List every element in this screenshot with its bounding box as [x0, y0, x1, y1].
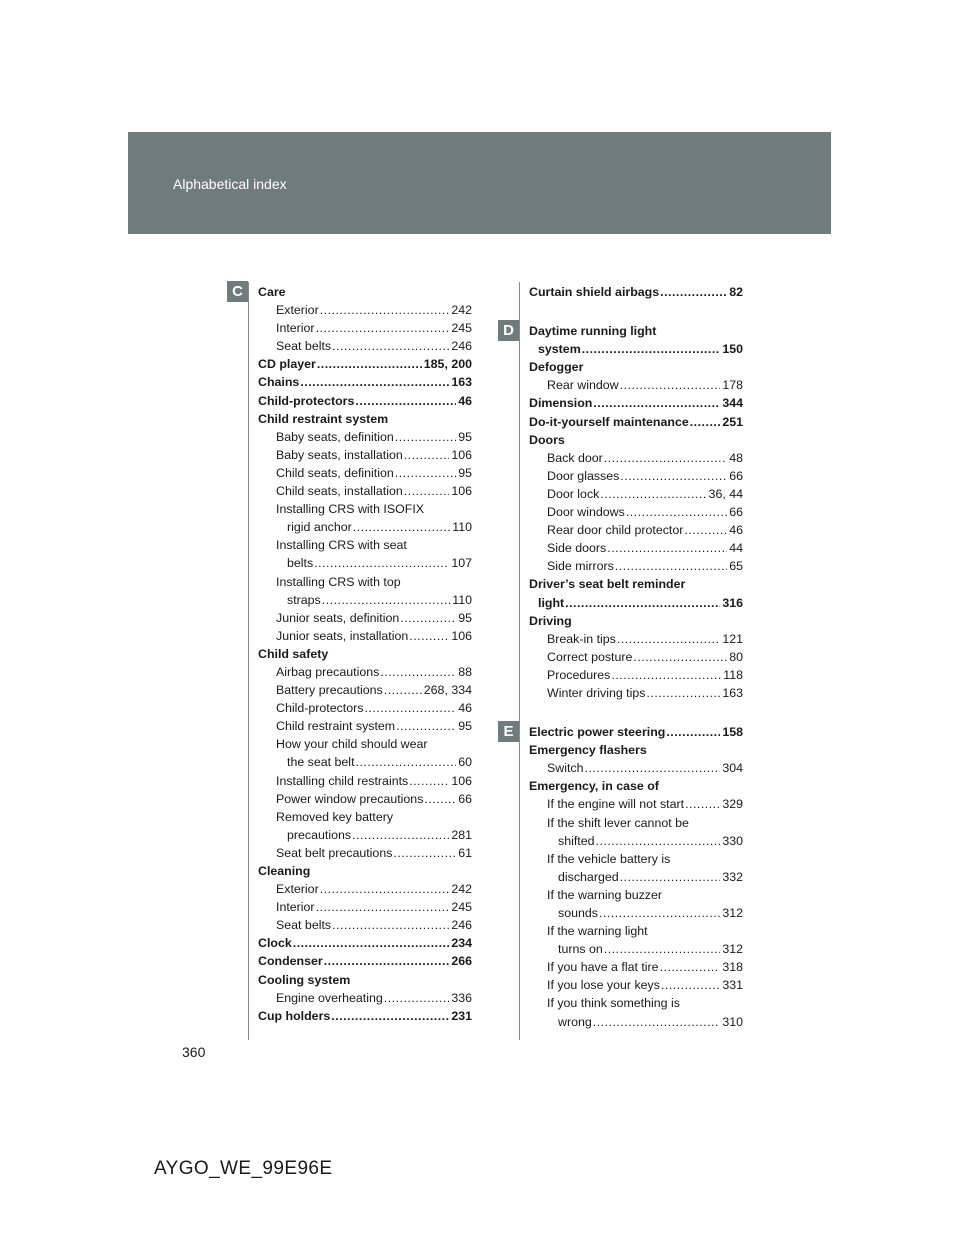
index-entry-page: 46	[458, 393, 472, 408]
index-entry-page: 95	[458, 465, 472, 480]
index-entry	[258, 428, 472, 446]
index-entry-label: Winter driving tips	[547, 685, 646, 700]
index-entry-page: 95	[458, 610, 472, 625]
index-entry-label: wrong	[558, 1014, 592, 1029]
index-entry	[529, 431, 743, 449]
index-entry	[529, 521, 743, 539]
dot-leader	[332, 916, 449, 934]
index-entry-label: belts	[287, 556, 314, 571]
index-entry-page: 163	[722, 685, 743, 700]
dot-leader	[384, 989, 450, 1007]
index-entry	[258, 464, 472, 482]
index-entry-page: 66	[458, 791, 472, 806]
index-entry	[258, 880, 472, 898]
dot-leader	[620, 868, 721, 886]
index-entry-label: light	[538, 595, 565, 610]
index-entry-label: Switch	[547, 761, 584, 776]
index-entry-page: 121	[722, 631, 743, 646]
index-entry-label: Child-protectors	[258, 393, 355, 408]
index-entry-page: 281	[451, 827, 472, 842]
index-column-right	[529, 283, 743, 1031]
index-entry-page: 245	[451, 900, 472, 915]
index-entry-page: 107	[451, 556, 472, 571]
group-gap	[529, 702, 743, 723]
index-group-c-continued	[529, 283, 743, 301]
index-entry	[258, 283, 472, 301]
index-entry-label: sounds	[558, 906, 598, 920]
index-entry-label: Installing CRS with seat	[276, 538, 407, 553]
index-entry-page: 178	[722, 378, 743, 393]
index-entry	[529, 958, 743, 976]
index-entry-label: Cleaning	[258, 864, 311, 878]
index-entry	[529, 376, 743, 394]
index-column-left	[258, 283, 472, 1025]
index-entry	[258, 989, 472, 1007]
dot-leader	[404, 446, 450, 464]
index-entry-page: 46	[729, 523, 743, 538]
dot-leader	[565, 594, 720, 612]
index-entry-label: Child restraint system	[258, 411, 389, 426]
index-entry-page: 106	[451, 628, 472, 643]
index-entry-page: 60	[458, 755, 472, 770]
index-entry	[529, 684, 743, 702]
index-entry	[258, 717, 472, 735]
index-entry	[258, 934, 472, 952]
index-entry	[529, 539, 743, 557]
index-entry-label: If you think something is	[547, 996, 680, 1011]
dot-leader	[331, 1007, 449, 1025]
index-entry-page: 266	[451, 954, 472, 969]
dot-leader	[364, 699, 456, 717]
dot-leader	[661, 976, 720, 994]
index-entry-page: 246	[451, 339, 472, 354]
index-entry-label: Junior seats, definition	[276, 610, 400, 625]
index-entry-page: 312	[722, 942, 743, 957]
index-entry-label: Baby seats, installation	[276, 447, 403, 462]
index-entry	[258, 772, 472, 790]
dot-leader	[316, 898, 450, 916]
index-entry-page: 48	[729, 450, 743, 465]
index-entry-label: Child seats, installation	[276, 484, 403, 499]
index-entry-label: Interior	[276, 900, 315, 915]
index-entry-label: How your child should wear	[276, 737, 428, 752]
index-entry-label: Child seats, definition	[276, 465, 394, 480]
dot-leader	[585, 759, 721, 777]
dot-leader	[593, 1013, 721, 1031]
index-entry-page: 246	[451, 918, 472, 933]
index-entry-label: Defogger	[529, 360, 584, 375]
index-entry-label: If the warning buzzer	[547, 887, 663, 902]
index-entry	[258, 844, 472, 862]
index-entry	[258, 645, 472, 663]
index-entry	[258, 898, 472, 916]
index-entry-page: 158	[722, 725, 743, 740]
dot-leader	[324, 952, 450, 970]
index-entry	[529, 322, 743, 340]
group-gap	[529, 301, 743, 322]
index-entry-label: Seat belts	[276, 918, 332, 933]
dot-leader	[322, 591, 450, 609]
index-entry	[258, 790, 472, 808]
index-entry-page: 242	[451, 882, 472, 897]
index-entry	[529, 940, 743, 958]
index-entry-label: Condenser	[258, 954, 323, 969]
index-entry	[258, 482, 472, 500]
index-entry-label: Exterior	[276, 303, 319, 318]
index-entry	[258, 1007, 472, 1025]
dot-leader	[395, 464, 456, 482]
index-entry-page: 304	[722, 761, 743, 776]
index-entry	[529, 340, 743, 358]
right-column-rule	[519, 282, 520, 1040]
index-entry-label: Installing child restraints	[276, 773, 409, 788]
dot-leader	[424, 790, 456, 808]
index-entry	[529, 759, 743, 777]
index-entry	[529, 283, 743, 301]
index-entry	[258, 500, 472, 518]
index-entry-label: precautions	[287, 827, 352, 842]
dot-leader	[380, 663, 456, 681]
index-entry	[529, 976, 743, 994]
index-entry	[258, 410, 472, 428]
index-entry-label: Electric power steering	[529, 725, 666, 740]
index-entry-label: Removed key battery	[276, 809, 394, 824]
index-entry-label: Seat belt precautions	[276, 845, 393, 860]
index-entry	[529, 575, 743, 593]
index-entry-label: system	[538, 342, 581, 357]
dot-leader	[293, 934, 450, 952]
index-entry-label: If the vehicle battery is	[547, 851, 671, 866]
index-entry	[529, 594, 743, 612]
index-entry-label: Clock	[258, 936, 292, 951]
dot-leader	[395, 428, 456, 446]
index-entry-label: Door lock	[547, 486, 600, 501]
index-entry-label: Junior seats, installation	[276, 628, 409, 643]
index-entry-page: 66	[729, 468, 743, 483]
index-entry-page: 110	[452, 520, 472, 535]
index-entry-label: CD player	[258, 357, 316, 372]
dot-leader	[316, 319, 450, 337]
index-entry-label: the seat belt	[287, 755, 355, 770]
index-entry	[258, 554, 472, 572]
index-entry-label: Baby seats, definition	[276, 429, 394, 444]
index-entry-label: If the warning light	[547, 924, 648, 939]
dot-leader	[620, 467, 727, 485]
index-entry-page: 46	[458, 701, 472, 716]
dot-leader	[607, 539, 727, 557]
index-entry-label: discharged	[558, 869, 619, 884]
index-entry	[258, 573, 472, 591]
index-entry	[258, 699, 472, 717]
index-entry-page: 61	[458, 845, 472, 860]
dot-leader	[582, 340, 721, 358]
index-entry-label: If the engine will not start	[547, 797, 685, 812]
dot-leader	[617, 630, 720, 648]
index-entry	[258, 446, 472, 464]
index-entry	[258, 681, 472, 699]
index-entry-page: 316	[722, 595, 743, 610]
index-entry	[258, 319, 472, 337]
index-entry-label: shifted	[558, 833, 595, 848]
index-entry-label: If you lose your keys	[547, 978, 660, 993]
index-entry-label: Emergency, in case of	[529, 779, 659, 794]
dot-leader	[611, 666, 721, 684]
dot-leader	[353, 518, 450, 536]
index-entry-label: Battery precautions	[276, 683, 383, 698]
index-entry	[258, 971, 472, 989]
index-entry-label: straps	[287, 592, 321, 607]
index-entry-label: turns on	[558, 942, 603, 957]
dot-leader	[404, 482, 450, 500]
index-entry	[529, 358, 743, 376]
index-entry-label: Do-it-yourself maintenance	[529, 414, 689, 429]
index-entry-label: Exterior	[276, 882, 319, 897]
index-entry-label: Cooling system	[258, 972, 351, 987]
index-entry-page: 331	[722, 978, 743, 993]
index-entry	[529, 666, 743, 684]
index-entry-label: Interior	[276, 321, 315, 336]
index-entry-label: Driving	[529, 613, 572, 628]
index-entry	[529, 557, 743, 575]
index-entry	[258, 735, 472, 753]
index-entry	[529, 922, 743, 940]
index-entry-label: Back door	[547, 450, 603, 465]
index-entry	[529, 777, 743, 795]
index-entry-page: 268, 334	[423, 683, 472, 698]
index-entry	[258, 355, 472, 373]
index-entry-label: Airbag precautions	[276, 664, 380, 679]
index-entry-page: 329	[722, 797, 743, 812]
index-entry	[258, 536, 472, 554]
dot-leader	[690, 413, 721, 431]
section-title: Alphabetical index	[173, 176, 287, 192]
page-number: 360	[182, 1044, 206, 1060]
index-entry-page: 150	[722, 342, 743, 357]
dot-leader	[604, 449, 727, 467]
index-entry-page: 251	[722, 414, 743, 429]
index-entry-page: 231	[451, 1008, 472, 1023]
index-entry	[529, 723, 743, 741]
index-group-e	[529, 723, 743, 1031]
index-entry-label: rigid anchor	[287, 520, 352, 535]
index-entry-label: Side doors	[547, 541, 607, 556]
dot-leader	[314, 554, 449, 572]
index-entry-page: 106	[451, 447, 472, 462]
index-entry	[529, 467, 743, 485]
index-entry	[529, 741, 743, 759]
index-entry-label: Child restraint system	[276, 719, 396, 734]
index-entry-page: 332	[722, 869, 743, 884]
dot-leader	[615, 557, 727, 575]
index-entry-page: 245	[451, 321, 472, 336]
index-entry-label: Engine overheating	[276, 990, 383, 1005]
dot-leader	[600, 485, 706, 503]
index-entry-label: Seat belts	[276, 339, 332, 354]
index-entry-page: 234	[451, 936, 472, 951]
index-entry-page: 242	[451, 303, 472, 318]
index-entry	[258, 609, 472, 627]
dot-leader	[660, 283, 727, 301]
section-header-bar	[128, 132, 831, 234]
index-entry-page: 65	[729, 559, 743, 574]
index-entry-label: If you have a flat tire	[547, 960, 659, 975]
index-entry	[529, 648, 743, 666]
index-entry-label: Child-protectors	[276, 701, 364, 716]
dot-leader	[352, 826, 449, 844]
dot-leader	[660, 958, 721, 976]
index-entry	[258, 862, 472, 880]
index-entry-page: 44	[729, 541, 743, 556]
index-entry-page: 66	[729, 505, 743, 520]
index-entry	[529, 850, 743, 868]
dot-leader	[409, 772, 449, 790]
index-entry-label: Child safety	[258, 646, 329, 661]
dot-leader	[396, 717, 456, 735]
index-entry-label: Doors	[529, 432, 565, 447]
index-entry	[258, 808, 472, 826]
index-entry-page: 106	[451, 773, 472, 788]
index-entry-label: Emergency flashers	[529, 743, 647, 758]
dot-leader	[666, 723, 720, 741]
index-entry	[258, 392, 472, 410]
index-entry-label: Power window precautions	[276, 791, 424, 806]
dot-leader	[400, 609, 456, 627]
dot-leader	[633, 648, 727, 666]
index-entry-page: 110	[452, 592, 472, 607]
index-entry-label: Rear window	[547, 378, 619, 393]
dot-leader	[604, 940, 721, 958]
index-entry-label: Correct posture	[547, 649, 633, 664]
index-entry-label: Cup holders	[258, 1008, 331, 1023]
document-code: AYGO_WE_99E96E	[154, 1158, 333, 1179]
index-entry-page: 344	[722, 396, 743, 411]
index-entry	[529, 868, 743, 886]
index-entry	[529, 994, 743, 1012]
index-entry	[529, 485, 743, 503]
index-entry-label: Door windows	[547, 505, 625, 520]
index-group-d	[529, 322, 743, 702]
index-entry-label: Rear door child protector	[547, 523, 684, 538]
index-entry	[258, 826, 472, 844]
index-entry-label: Door glasses	[547, 468, 620, 483]
index-entry	[258, 518, 472, 536]
index-entry	[258, 952, 472, 970]
dot-leader	[620, 376, 721, 394]
index-entry-page: 330	[722, 833, 743, 848]
index-entry-label: Dimension	[529, 396, 593, 411]
index-entry-page: 310	[722, 1014, 743, 1029]
dot-leader	[384, 681, 422, 699]
index-entry	[529, 449, 743, 467]
index-entry-page: 185, 200	[423, 357, 472, 372]
dot-leader	[300, 373, 449, 391]
index-entry	[529, 413, 743, 431]
index-entry	[529, 795, 743, 813]
dot-leader	[332, 337, 449, 355]
dot-leader	[355, 392, 456, 410]
index-entry	[529, 814, 743, 832]
index-entry	[529, 904, 743, 922]
index-entry	[258, 916, 472, 934]
index-entry-page: 106	[451, 484, 472, 499]
dot-leader	[409, 627, 449, 645]
index-entry	[258, 627, 472, 645]
index-entry-page: 36, 44	[708, 486, 743, 501]
index-entry-label: Side mirrors	[547, 559, 614, 574]
index-entry-label: Driver’s seat belt reminder	[529, 577, 686, 592]
index-entry-label: Installing CRS with ISOFIX	[276, 502, 425, 517]
index-entry	[529, 832, 743, 850]
index-entry-label: Chains	[258, 375, 300, 390]
index-entry-label: Daytime running light	[529, 324, 657, 339]
index-entry	[529, 630, 743, 648]
index-entry	[258, 301, 472, 319]
index-entry-page: 163	[451, 375, 472, 390]
letter-tab-e: E	[498, 721, 519, 742]
index-entry-page: 95	[458, 429, 472, 444]
index-entry-page: 312	[722, 906, 743, 920]
index-entry-label: Procedures	[547, 667, 611, 682]
dot-leader	[685, 795, 720, 813]
index-entry	[529, 886, 743, 904]
index-entry-page: 80	[729, 649, 743, 664]
index-entry-page: 336	[451, 990, 472, 1005]
index-entry-label: Break-in tips	[547, 631, 616, 646]
dot-leader	[626, 503, 727, 521]
index-entry	[258, 337, 472, 355]
index-entry	[529, 394, 743, 412]
dot-leader	[320, 301, 450, 319]
index-entry-label: Care	[258, 285, 286, 299]
index-entry-page: 82	[729, 285, 743, 299]
index-entry	[258, 753, 472, 771]
index-entry-label: Installing CRS with top	[276, 574, 401, 589]
index-entry-page: 118	[723, 667, 743, 682]
index-entry-page: 95	[458, 719, 472, 734]
index-entry	[258, 591, 472, 609]
index-entry	[258, 373, 472, 391]
index-entry	[529, 612, 743, 630]
dot-leader	[593, 394, 720, 412]
dot-leader	[320, 880, 450, 898]
dot-leader	[596, 832, 721, 850]
dot-leader	[317, 355, 422, 373]
dot-leader	[393, 844, 456, 862]
index-entry	[258, 663, 472, 681]
dot-leader	[684, 521, 727, 539]
index-entry	[529, 503, 743, 521]
dot-leader	[356, 753, 457, 771]
index-entry-page: 88	[458, 664, 472, 679]
dot-leader	[599, 904, 720, 922]
letter-tab-d: D	[498, 320, 519, 341]
index-entry-page: 318	[722, 960, 743, 975]
left-column-rule	[248, 282, 249, 1040]
index-entry-label: If the shift lever cannot be	[547, 815, 689, 830]
dot-leader	[646, 684, 720, 702]
index-entry-label: Curtain shield airbags	[529, 285, 660, 299]
letter-tab-c: C	[227, 281, 248, 302]
index-entry	[529, 1013, 743, 1031]
